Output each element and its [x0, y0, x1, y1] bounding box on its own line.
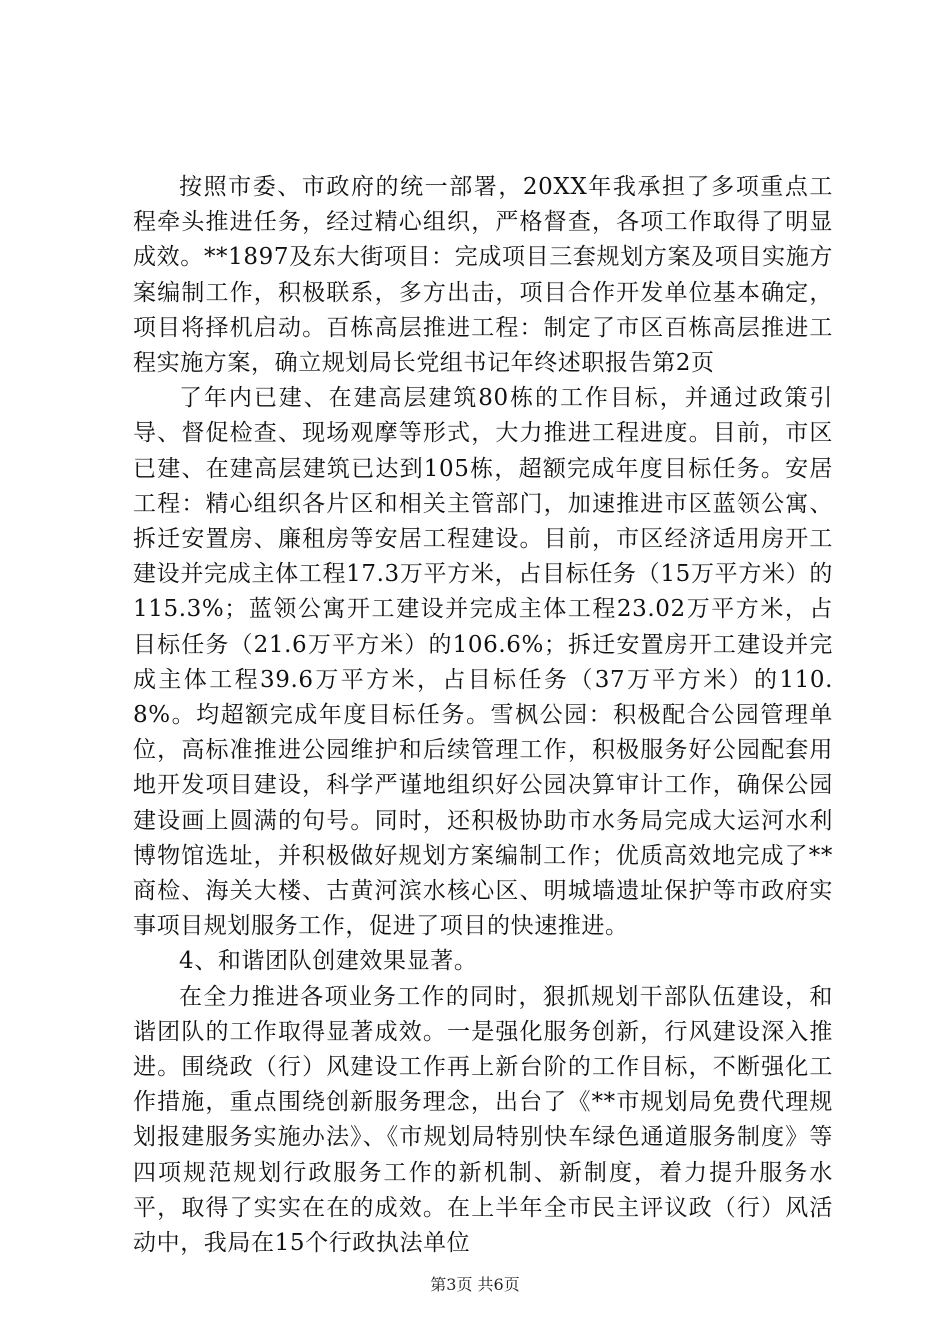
- page-footer: 第3页 共6页: [430, 1275, 520, 1294]
- paragraph-3-heading: 4、和谐团队创建效果显著。: [179, 948, 478, 975]
- paragraph-4: 在全力推进各项业务工作的同时，狠抓规划干部队伍建设，和谐团队的工作取得显著成效。一是强化服务创新，行风建设深入推进。围绕政（行）风建设工作再上新台阶的工作目标，不断强化工作措施，重点围绕创新服务理念，出台了《**市规划局免费代理规划报建服务实施办法》、《市规划局特别快车绿色通道服务制度》等四项规范规划行政服务工作的新机制、新制度，着力提升服务水平，取得了实实在在的成效。在上半年全市民主评议政（行）风活动中，我局在15个行政执法单位: [133, 983, 833, 1257]
- paragraph-2: 了年内已建、在建高层建筑80栋的工作目标，并通过政策引导、督促检查、现场观摩等形式，大力推进工程进度。目前，市区已建、在建高层建筑已达到105栋，超额完成年度目标任务。安居工程：精心组织各片区和相关主管部门，加速推进市区蓝领公寓、拆迁安置房、廉租房等安居工程建设。目前，市区经济适用房开工建设并完成主体工程17.3万平方米，占目标任务（15万平方米）的115.3%；蓝领公寓开工建设并完成主体工程23.02万平方米，占目标任务（21.6万平方米）的106.6%；拆迁安置房开工建设并完成主体工程39.6万平方米，占目标任务（37万平方米）的110.8%。均超额完成年度目标任务。雪枫公园：积极配合公园管理单位，高标准推进公园维护和后续管理工作，积极服务好公园配套用地开发项目建设，科学严谨地组织好公园决算审计工作，确保公园建设画上圆满的句号。同时，还积极协助市水务局完成大运河水利博物馆选址，并积极做好规划方案编制工作；优质高效地完成了**商检、海关大楼、古黄河滨水核心区、明城墙遗址保护等市政府实事项目规划服务工作，促进了项目的快速推进。: [133, 385, 833, 940]
- paragraph-1: 按照市委、市政府的统一部署，20XX年我承担了多项重点工程牵头推进任务，经过精心组织，严格督查，各项工作取得了明显成效。**1897及东大街项目：完成项目三套规划方案及项目实施方案编制工作，积极联系，多方出击，项目合作开发单位基本确定，项目将择机启动。百栋高层推进工程：制定了市区百栋高层推进工程实施方案，确立规划局长党组书记年终述职报告第2页: [133, 174, 833, 377]
- document-body: [133, 170, 833, 1261]
